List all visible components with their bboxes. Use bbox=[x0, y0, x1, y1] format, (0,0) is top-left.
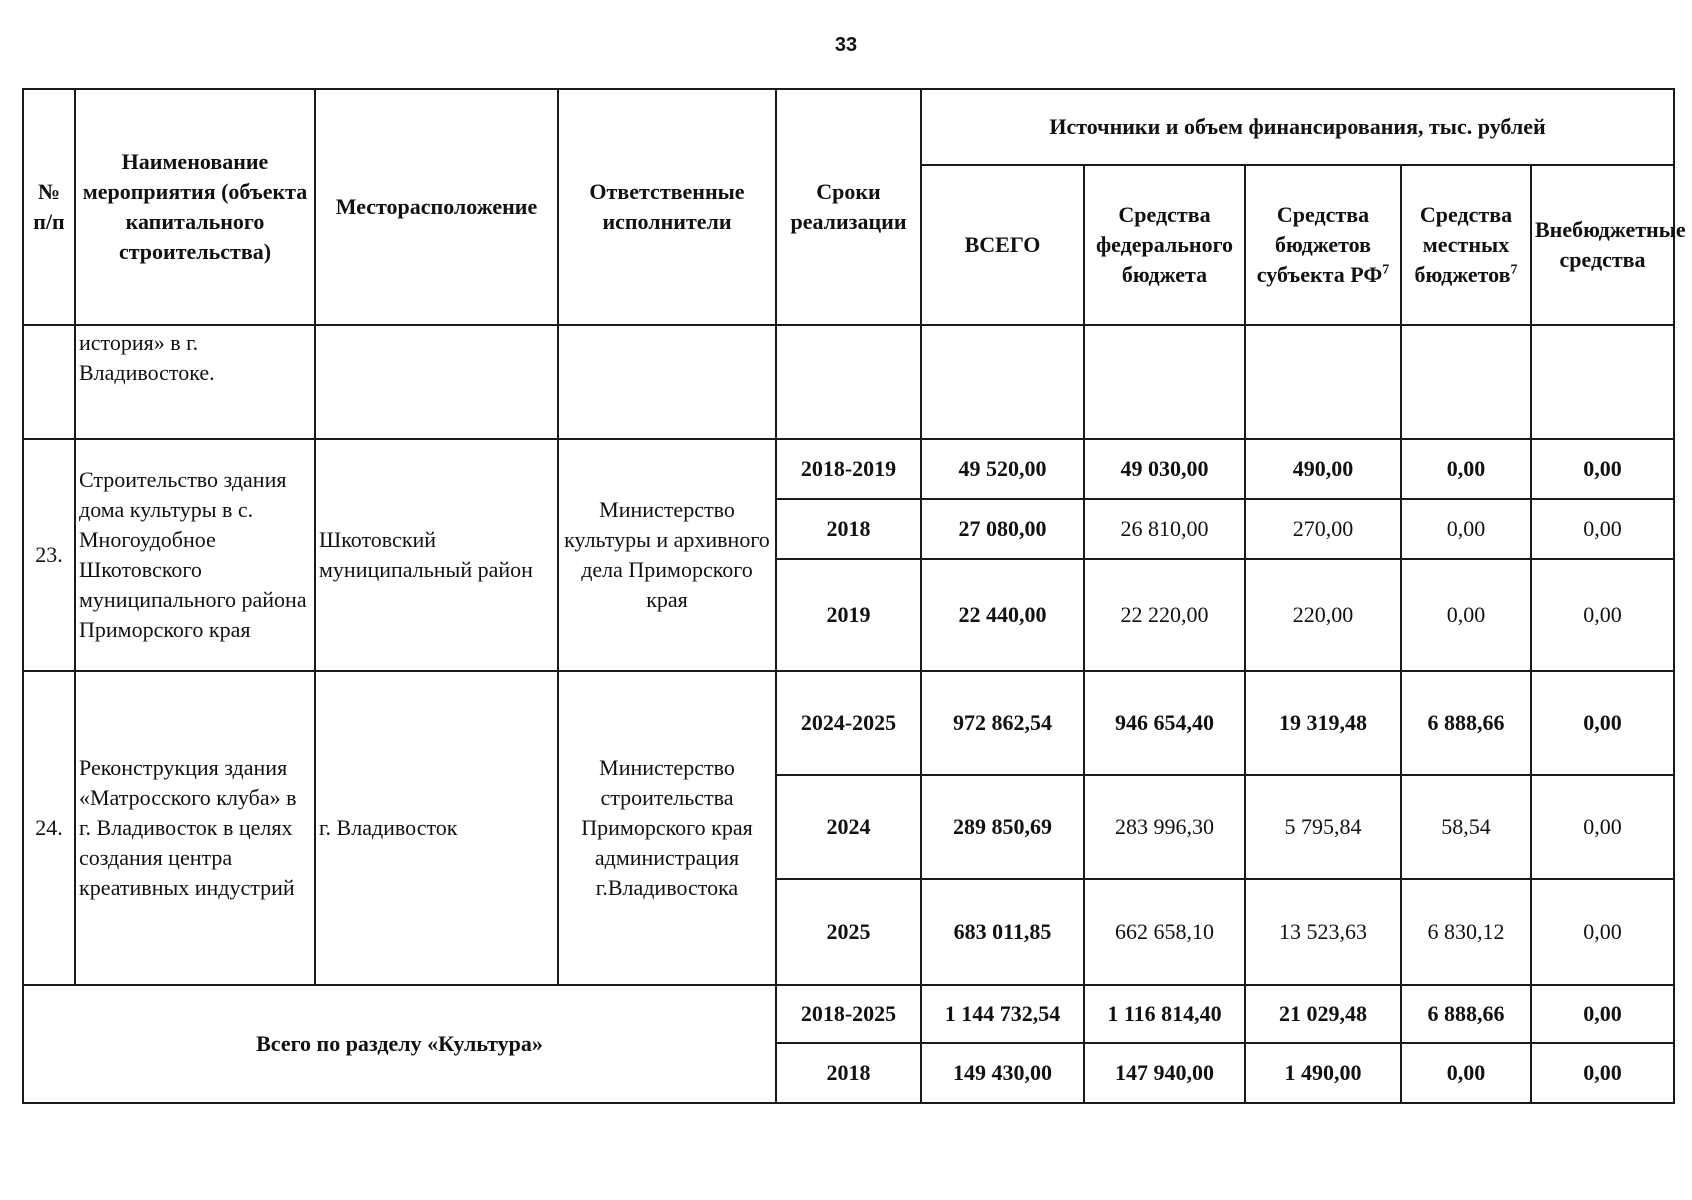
summary-extra: 0,00 bbox=[1531, 1043, 1674, 1103]
item-24-extra: 0,00 bbox=[1531, 775, 1674, 879]
item-24-regional: 13 523,63 bbox=[1245, 879, 1401, 985]
item-23-regional: 490,00 bbox=[1245, 439, 1401, 499]
item-24-period: 2025 bbox=[776, 879, 921, 985]
item-23-federal: 26 810,00 bbox=[1084, 499, 1245, 559]
item-23-total: 22 440,00 bbox=[921, 559, 1084, 671]
item-23-num: 23. bbox=[23, 439, 75, 671]
item-23-period: 2018 bbox=[776, 499, 921, 559]
header-sources: Источники и объем финансирования, тыс. рублей bbox=[921, 89, 1674, 165]
header-regional bbox=[1245, 165, 1401, 325]
item-24-local: 58,54 bbox=[1401, 775, 1531, 879]
summary-local: 6 888,66 bbox=[1401, 985, 1531, 1043]
item-24-row-1 bbox=[23, 671, 1674, 775]
item-24-federal: 946 654,40 bbox=[1084, 671, 1245, 775]
summary-regional: 21 029,48 bbox=[1245, 985, 1401, 1043]
item-24-num: 24. bbox=[23, 671, 75, 985]
item-24-period: 2024 bbox=[776, 775, 921, 879]
summary-federal: 147 940,00 bbox=[1084, 1043, 1245, 1103]
continuation-total bbox=[921, 325, 1084, 439]
header-name: Наименование мероприятия (объекта капитального строительства) bbox=[75, 89, 315, 325]
item-23-location: Шкотовский муниципальный район bbox=[315, 439, 558, 671]
item-23-local: 0,00 bbox=[1401, 439, 1531, 499]
summary-period: 2018 bbox=[776, 1043, 921, 1103]
item-23-extra: 0,00 bbox=[1531, 499, 1674, 559]
continuation-num bbox=[23, 325, 75, 439]
item-23-local: 0,00 bbox=[1401, 559, 1531, 671]
header-num: № п/п bbox=[23, 89, 75, 325]
item-23-period: 2019 bbox=[776, 559, 921, 671]
item-24-federal: 662 658,10 bbox=[1084, 879, 1245, 985]
item-23-regional: 220,00 bbox=[1245, 559, 1401, 671]
item-23-federal: 49 030,00 bbox=[1084, 439, 1245, 499]
item-24-local: 6 830,12 bbox=[1401, 879, 1531, 985]
item-23-extra: 0,00 bbox=[1531, 559, 1674, 671]
continuation-period bbox=[776, 325, 921, 439]
item-24-federal: 283 996,30 bbox=[1084, 775, 1245, 879]
item-24-name: Реконструкция здания «Матросского клуба» в г. Владивосток в целях создания центра креативных индустрий bbox=[75, 671, 315, 985]
summary-local: 0,00 bbox=[1401, 1043, 1531, 1103]
summary-row-1 bbox=[23, 985, 1674, 1043]
continuation-regional bbox=[1245, 325, 1401, 439]
item-24-local: 6 888,66 bbox=[1401, 671, 1531, 775]
item-23-extra: 0,00 bbox=[1531, 439, 1674, 499]
item-24-location: г. Владивосток bbox=[315, 671, 558, 985]
item-23-federal: 22 220,00 bbox=[1084, 559, 1245, 671]
item-24-regional: 5 795,84 bbox=[1245, 775, 1401, 879]
header-extra: Внебюджетные средства bbox=[1531, 165, 1674, 325]
header-period: Сроки реализации bbox=[776, 89, 921, 325]
summary-total: 1 144 732,54 bbox=[921, 985, 1084, 1043]
continuation-local bbox=[1401, 325, 1531, 439]
item-23-row-1 bbox=[23, 439, 1674, 499]
item-24-extra: 0,00 bbox=[1531, 671, 1674, 775]
page-number: 33 bbox=[834, 34, 858, 56]
item-23-period: 2018-2019 bbox=[776, 439, 921, 499]
header-local-text: Средства местных бюджетов bbox=[1414, 202, 1513, 287]
header-executors: Ответственные исполнители bbox=[558, 89, 776, 325]
item-23-total: 49 520,00 bbox=[921, 439, 1084, 499]
header-local-footnote: 7 bbox=[1510, 262, 1518, 278]
continuation-federal bbox=[1084, 325, 1245, 439]
header-regional-footnote: 7 bbox=[1382, 262, 1390, 278]
item-23-name: Строительство здания дома культуры в с. Многоудобное Шкотовского муниципального района Приморского края bbox=[75, 439, 315, 671]
summary-regional: 1 490,00 bbox=[1245, 1043, 1401, 1103]
item-23-executors: Министерство культуры и архивного дела Приморского края bbox=[558, 439, 776, 671]
continuation-extra bbox=[1531, 325, 1674, 439]
summary-total: 149 430,00 bbox=[921, 1043, 1084, 1103]
item-24-total: 972 862,54 bbox=[921, 671, 1084, 775]
summary-period: 2018-2025 bbox=[776, 985, 921, 1043]
header-federal: Средства федерального бюджета bbox=[1084, 165, 1245, 325]
item-24-regional: 19 319,48 bbox=[1245, 671, 1401, 775]
item-24-period: 2024-2025 bbox=[776, 671, 921, 775]
summary-extra: 0,00 bbox=[1531, 985, 1674, 1043]
item-24-executors: Министерство строительства Приморского края администрация г.Владивостока bbox=[558, 671, 776, 985]
item-23-regional: 270,00 bbox=[1245, 499, 1401, 559]
header-row-1 bbox=[23, 89, 1674, 165]
summary-federal: 1 116 814,40 bbox=[1084, 985, 1245, 1043]
header-local bbox=[1401, 165, 1531, 325]
item-24-total: 683 011,85 bbox=[921, 879, 1084, 985]
item-24-total: 289 850,69 bbox=[921, 775, 1084, 879]
item-23-total: 27 080,00 bbox=[921, 499, 1084, 559]
continuation-name: история» в г. Владивостоке. bbox=[75, 325, 315, 439]
continuation-location bbox=[315, 325, 558, 439]
continuation-executors bbox=[558, 325, 776, 439]
header-regional-text: Средства бюджетов субъекта РФ bbox=[1256, 202, 1383, 287]
header-location: Месторасположение bbox=[315, 89, 558, 325]
financing-table bbox=[22, 88, 1686, 1104]
header-total: ВСЕГО bbox=[921, 165, 1084, 325]
item-24-extra: 0,00 bbox=[1531, 879, 1674, 985]
summary-label: Всего по разделу «Культура» bbox=[23, 985, 776, 1103]
item-23-local: 0,00 bbox=[1401, 499, 1531, 559]
continuation-row bbox=[23, 325, 1674, 439]
